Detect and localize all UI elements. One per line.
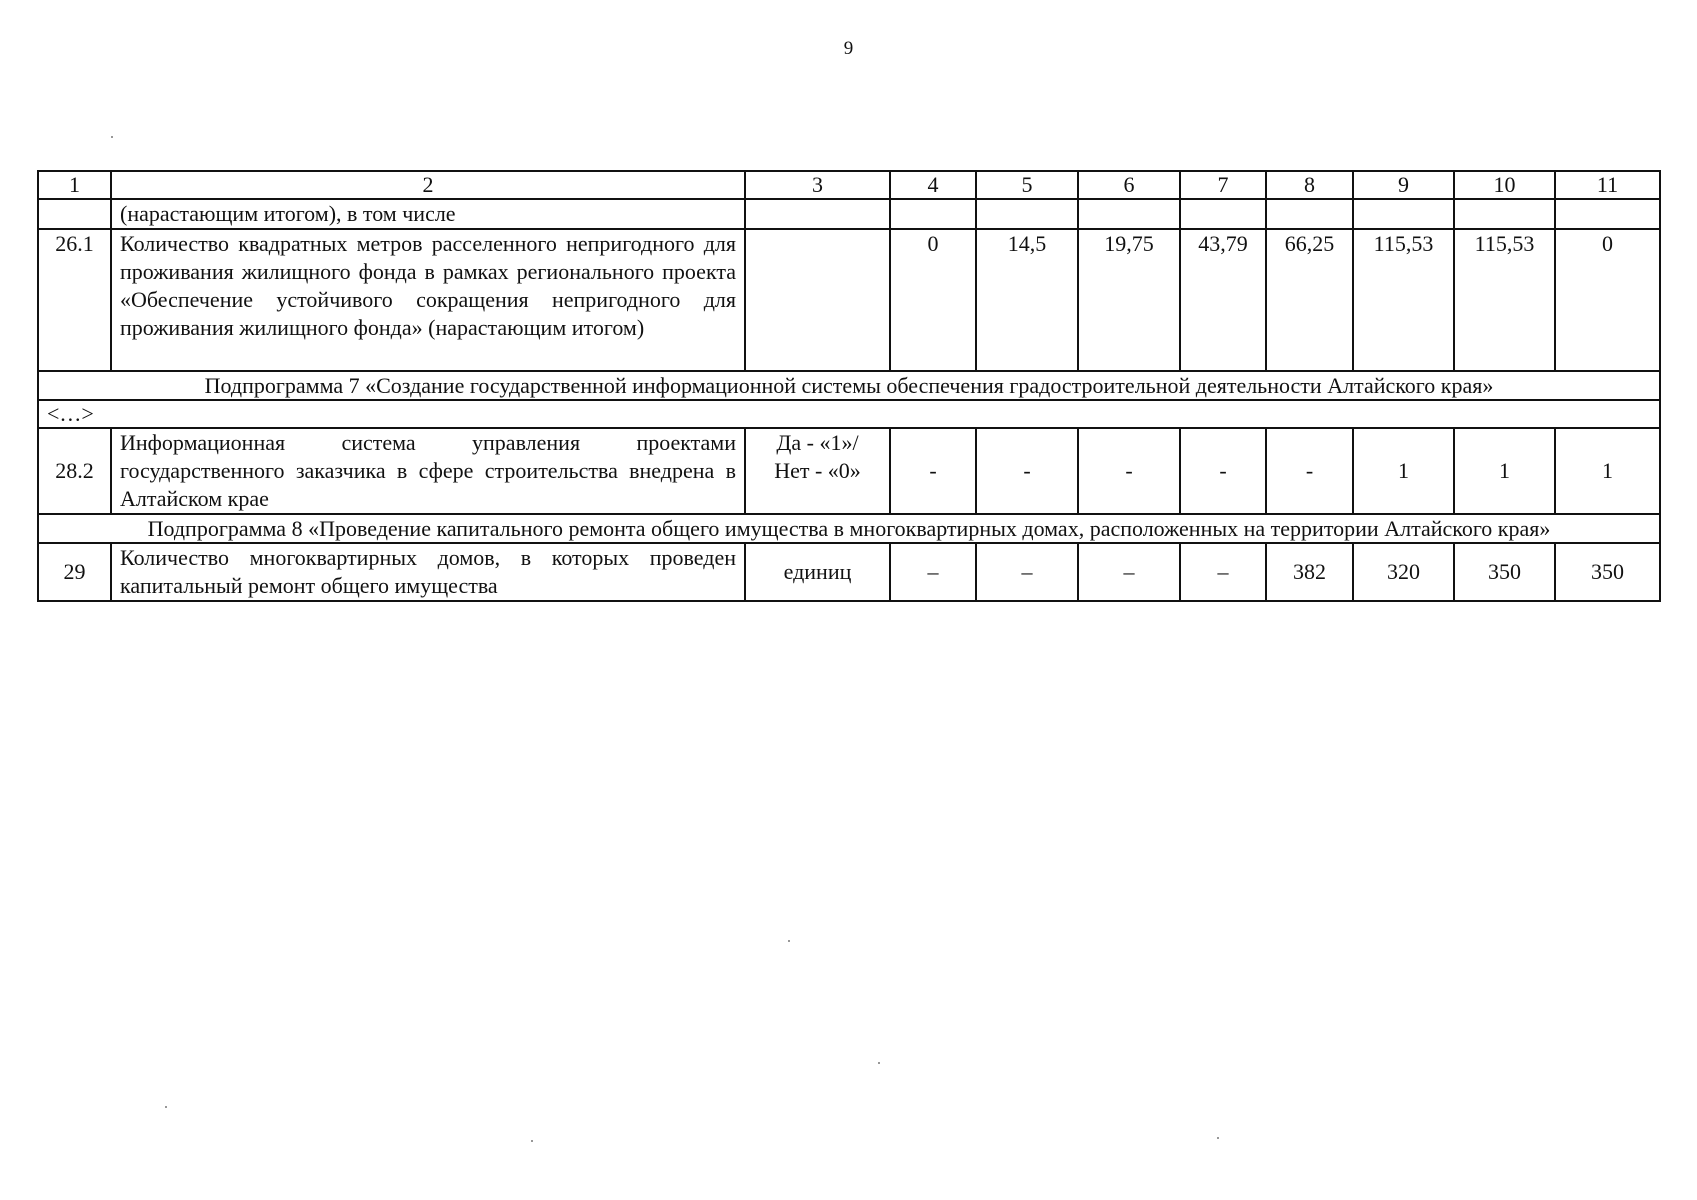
header-cell: 11: [1555, 171, 1660, 199]
table-row: [38, 229, 1660, 371]
value-cell: –: [1078, 543, 1180, 601]
unit-line: Да - «1»/: [776, 430, 859, 455]
indicators-table: [37, 170, 1661, 602]
value-cell: 1: [1353, 428, 1454, 514]
header-cell: 10: [1454, 171, 1555, 199]
value-cell: 66,25: [1266, 229, 1353, 371]
value-cell: -: [890, 428, 976, 514]
value-cell: -: [976, 428, 1078, 514]
value-cell: 1: [1454, 428, 1555, 514]
header-cell: 3: [745, 171, 890, 199]
header-cell: 8: [1266, 171, 1353, 199]
header-cell: 2: [111, 171, 745, 199]
table-row: [38, 543, 1660, 601]
value-cell: 1: [1555, 428, 1660, 514]
table-row: [38, 428, 1660, 514]
indicator-name-cell: Количество квадратных метров расселенного непригодного для проживания жилищного фонда в рамках регионального проекта «Обеспечение устойчивого сокращения непригодного для проживания жилищного фонда» (нарастающим итогом): [111, 229, 745, 371]
subprogram-7-title: Подпрограмма 7 «Создание государственной информационной системы обеспечения градостроительной деятельности Алтайского края»: [38, 371, 1660, 400]
value-cell: –: [1180, 543, 1266, 601]
scan-speck: [878, 1062, 880, 1064]
value-cell: –: [976, 543, 1078, 601]
value-cell: 350: [1555, 543, 1660, 601]
value-cell: –: [890, 543, 976, 601]
value-cell: 320: [1353, 543, 1454, 601]
unit-line: Нет - «0»: [774, 458, 861, 483]
value-cell: [1555, 199, 1660, 229]
row-number-cell: 29: [38, 543, 111, 601]
subprogram-8-title: Подпрограмма 8 «Проведение капитального ремонта общего имущества в многоквартирных домах, расположенных на территории Алтайского края»: [38, 514, 1660, 543]
header-cell: 5: [976, 171, 1078, 199]
value-cell: [1078, 199, 1180, 229]
table-row: [38, 199, 1660, 229]
value-cell: [1353, 199, 1454, 229]
scan-speck: [165, 1106, 167, 1108]
value-cell: 115,53: [1353, 229, 1454, 371]
header-cell: 7: [1180, 171, 1266, 199]
page-number: 9: [843, 38, 854, 59]
value-cell: [976, 199, 1078, 229]
value-cell: -: [1180, 428, 1266, 514]
value-cell: [1454, 199, 1555, 229]
value-cell: 0: [1555, 229, 1660, 371]
value-cell: 43,79: [1180, 229, 1266, 371]
scan-speck: [111, 136, 113, 138]
scan-speck: [531, 1140, 533, 1142]
row-number-cell: [38, 199, 111, 229]
row-number-cell: 26.1: [38, 229, 111, 371]
unit-cell: единиц: [745, 543, 890, 601]
value-cell: 115,53: [1454, 229, 1555, 371]
subprogram-row: [38, 371, 1660, 400]
subprogram-row: [38, 514, 1660, 543]
header-cell: 4: [890, 171, 976, 199]
indicator-name-cell: Информационная система управления проектами государственного заказчика в сфере строительства внедрена в Алтайском крае: [111, 428, 745, 514]
unit-cell: [745, 428, 890, 514]
value-cell: [890, 199, 976, 229]
indicator-name-cell: (нарастающим итогом), в том числе: [111, 199, 745, 229]
ellipsis-row: [38, 400, 1660, 428]
value-cell: -: [1266, 428, 1353, 514]
row-number-cell: 28.2: [38, 428, 111, 514]
scan-speck: [788, 940, 790, 942]
value-cell: [1180, 199, 1266, 229]
indicator-name-cell: Количество многоквартирных домов, в которых проведен капитальный ремонт общего имущества: [111, 543, 745, 601]
value-cell: -: [1078, 428, 1180, 514]
value-cell: 350: [1454, 543, 1555, 601]
omission-marker: <…>: [38, 400, 1660, 428]
header-cell: 9: [1353, 171, 1454, 199]
value-cell: 382: [1266, 543, 1353, 601]
scan-speck: [1217, 1137, 1219, 1139]
value-cell: 0: [890, 229, 976, 371]
value-cell: 19,75: [1078, 229, 1180, 371]
value-cell: 14,5: [976, 229, 1078, 371]
unit-cell: [745, 229, 890, 371]
value-cell: [1266, 199, 1353, 229]
table-header-row: [38, 171, 1660, 199]
header-cell: 1: [38, 171, 111, 199]
unit-cell: [745, 199, 890, 229]
header-cell: 6: [1078, 171, 1180, 199]
